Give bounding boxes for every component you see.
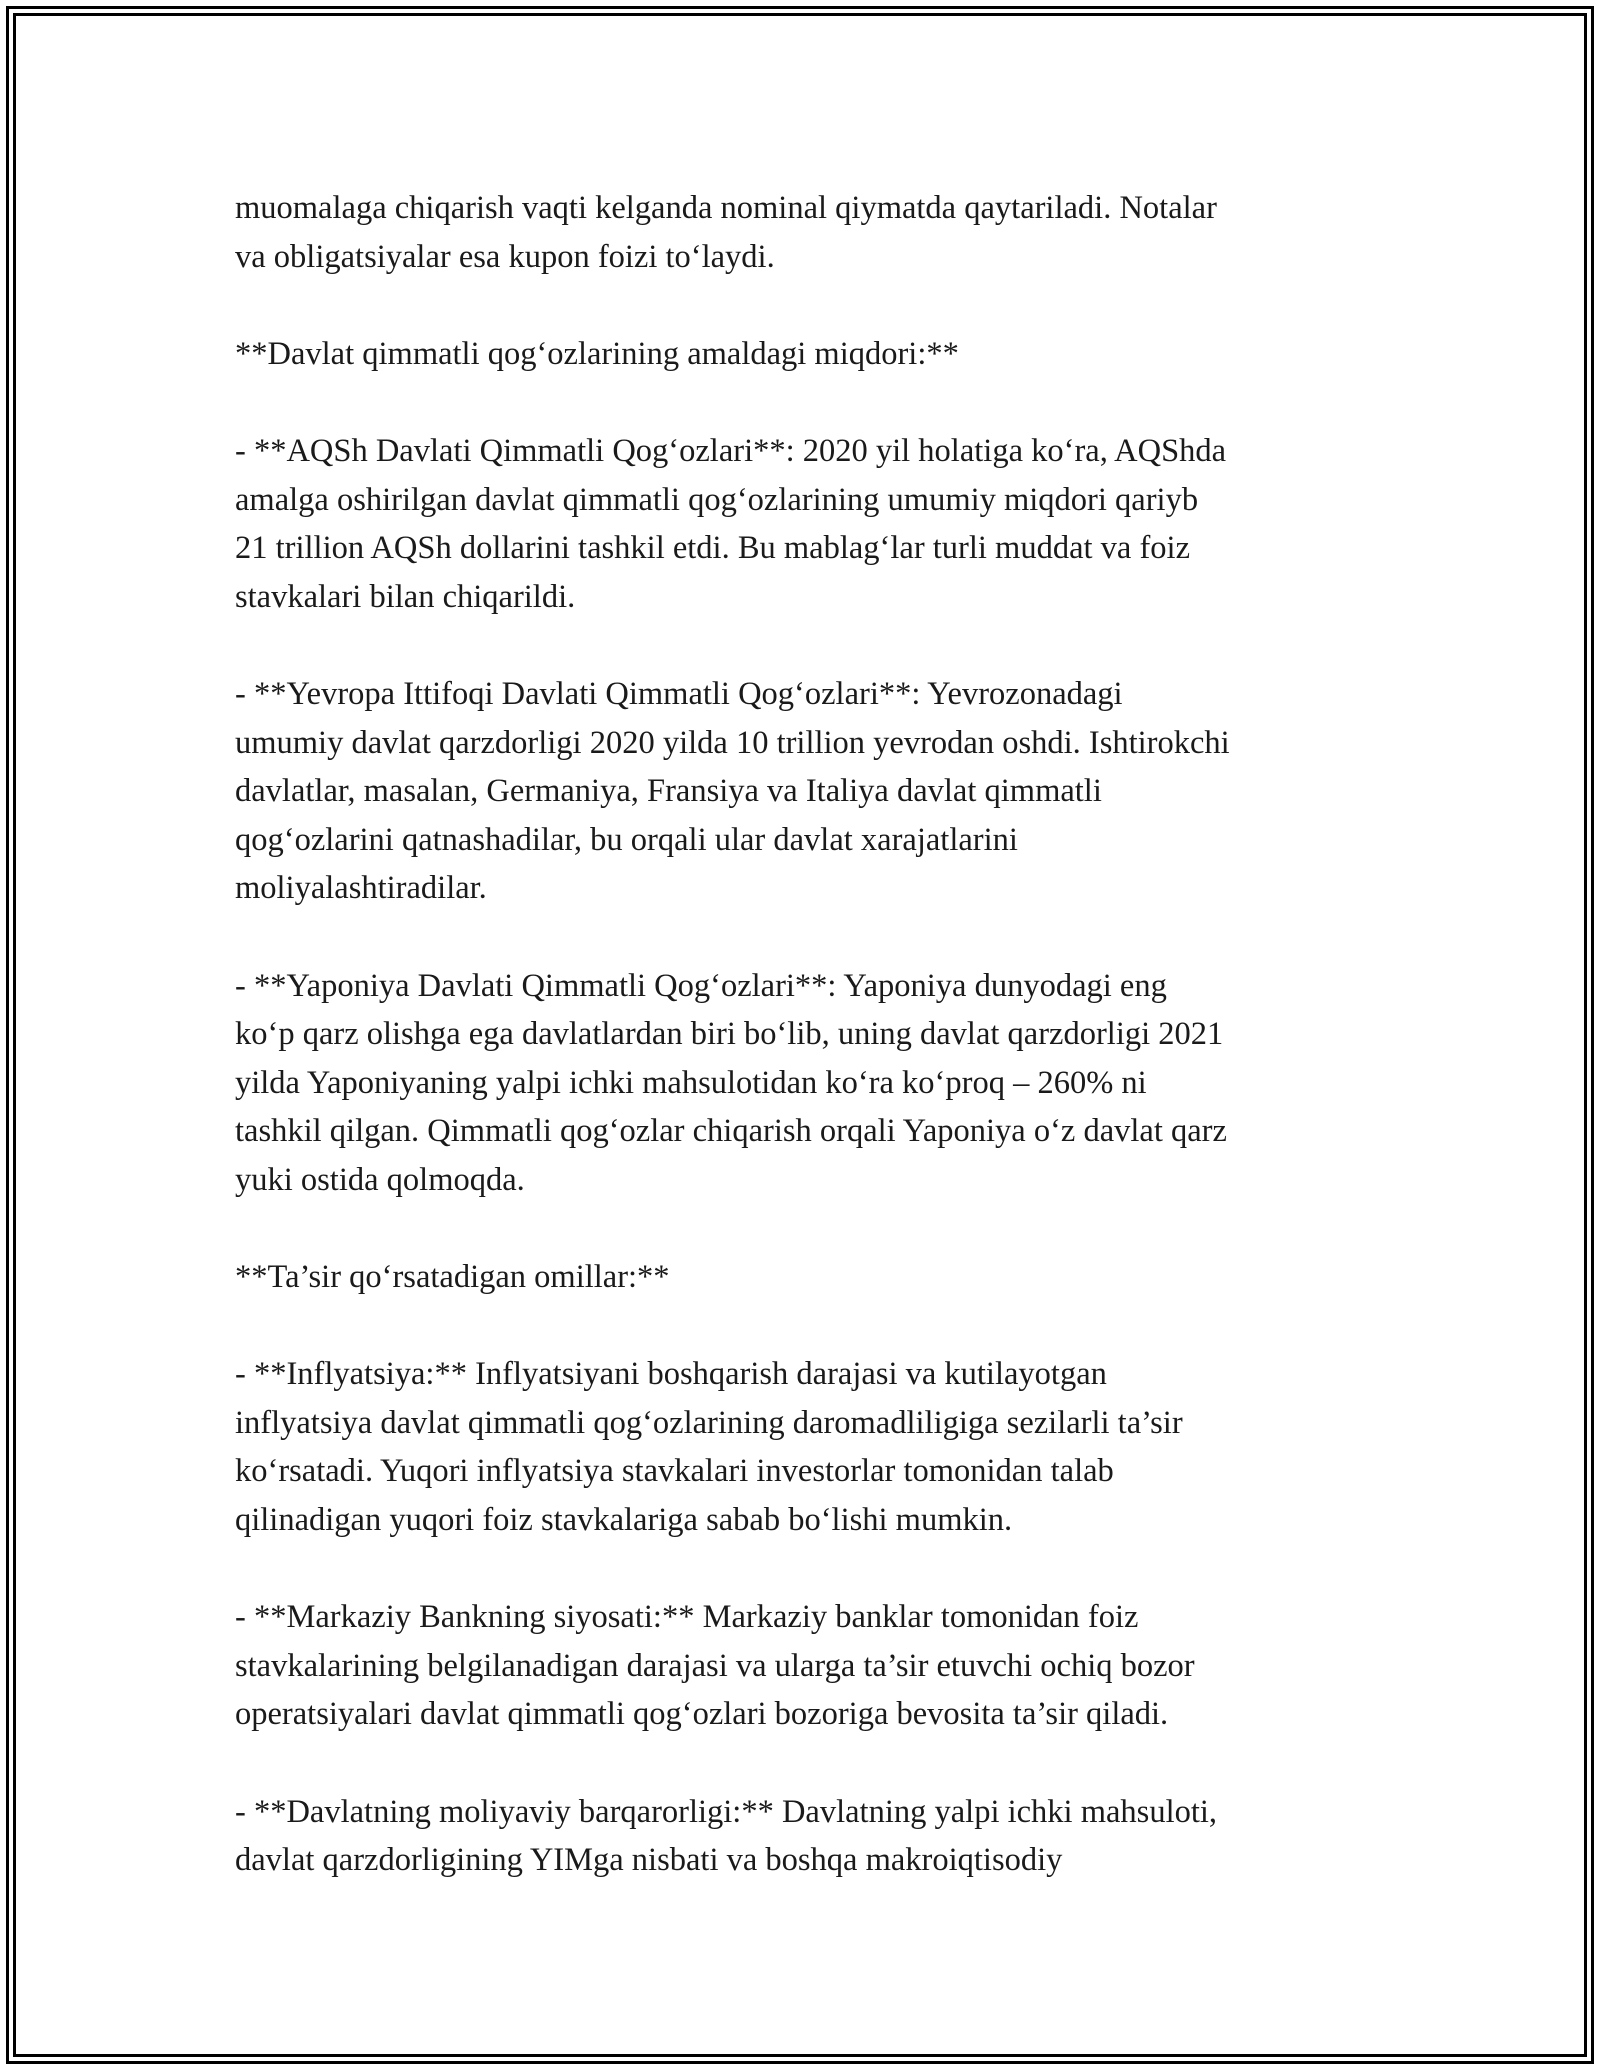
document-body — [235, 184, 1385, 1885]
text-line: inflyatsiya davlat qimmatli qog‘ozlarining daromadliligiga sezilarli ta’sir — [235, 1404, 1183, 1441]
text-line: tashkil qilgan. Qimmatli qog‘ozlar chiqarish orqali Yaponiya o‘z davlat qarz — [235, 1113, 1227, 1150]
text-line: - **Inflyatsiya:** Inflyatsiyani boshqarish darajasi va kutilayotgan — [235, 1356, 1107, 1393]
text-line: ko‘p qarz olishga ega davlatlardan biri bo‘lib, uning davlat qarzdorligi 2021 — [235, 1016, 1224, 1053]
text-line: amalga oshirilgan davlat qimmatli qog‘ozlarining umumiy miqdori qariyb — [235, 481, 1199, 518]
text-line: stavkalarining belgilanadigan darajasi va ularga ta’sir etuvchi ochiq bozor — [235, 1647, 1195, 1684]
text-line: **Ta’sir qo‘rsatadigan omillar:** — [235, 1259, 670, 1296]
list-item-inflation — [235, 1350, 1385, 1544]
list-item-fiscal-stability — [235, 1788, 1385, 1885]
list-item-central-bank-policy — [235, 1593, 1385, 1739]
text-line: stavkalari bilan chiqarildi. — [235, 578, 576, 615]
section-heading-influencing-factors — [235, 1253, 1385, 1302]
section-heading-current-amount — [235, 330, 1385, 379]
text-line: muomalaga chiqarish vaqti kelganda nominal qiymatda qaytariladi. Notalar — [235, 190, 1217, 226]
text-line: **Davlat qimmatli qog‘ozlarining amaldagi miqdori:** — [235, 335, 959, 372]
text-line: ko‘rsatadi. Yuqori inflyatsiya stavkalari investorlar tomonidan talab — [235, 1453, 1114, 1490]
text-line: qog‘ozlarini qatnashadilar, bu orqali ular davlat xarajatlarini — [235, 821, 1018, 858]
text-line: va obligatsiyalar esa kupon foizi to‘laydi. — [235, 238, 775, 275]
text-line: davlatlar, masalan, Germaniya, Fransiya va Italiya davlat qimmatli — [235, 773, 1102, 810]
text-line: - **AQSh Davlati Qimmatli Qog‘ozlari**: 2020 yil holatiga ko‘ra, AQShda — [235, 432, 1227, 469]
list-item-us-securities — [235, 427, 1385, 621]
text-line: qilinadigan yuqori foiz stavkalariga sabab bo‘lishi mumkin. — [235, 1502, 1013, 1539]
text-line: moliyalashtiradilar. — [235, 870, 487, 907]
text-line: operatsiyalari davlat qimmatli qog‘ozlari bozoriga bevosita ta’sir qiladi. — [235, 1696, 1169, 1733]
text-line: yilda Yaponiyaning yalpi ichki mahsulotidan ko‘ra ko‘proq – 260% ni — [235, 1064, 1147, 1101]
text-line: 21 trillion AQSh dollarini tashkil etdi. Bu mablag‘lar turli muddat va foiz — [235, 530, 1190, 567]
text-line: - **Davlatning moliyaviy barqarorligi:** Davlatning yalpi ichki mahsuloti, — [235, 1793, 1218, 1830]
paragraph-redemption-note — [235, 184, 1385, 281]
text-line: - **Yevropa Ittifoqi Davlati Qimmatli Qog‘ozlari**: Yevrozonadagi — [235, 675, 1123, 712]
text-line: yuki ostida qolmoqda. — [235, 1161, 525, 1198]
text-line: - **Markaziy Bankning siyosati:** Markaziy banklar tomonidan foiz — [235, 1599, 1139, 1636]
text-line: umumiy davlat qarzdorligi 2020 yilda 10 trillion yevrodan oshdi. Ishtirokchi — [235, 724, 1230, 761]
text-line: davlat qarzdorligining YIMga nisbati va boshqa makroiqtisodiy — [235, 1842, 1063, 1879]
list-item-eu-securities — [235, 670, 1385, 913]
list-item-japan-securities — [235, 962, 1385, 1205]
text-line: - **Yaponiya Davlati Qimmatli Qog‘ozlari**: Yaponiya dunyodagi eng — [235, 967, 1167, 1004]
